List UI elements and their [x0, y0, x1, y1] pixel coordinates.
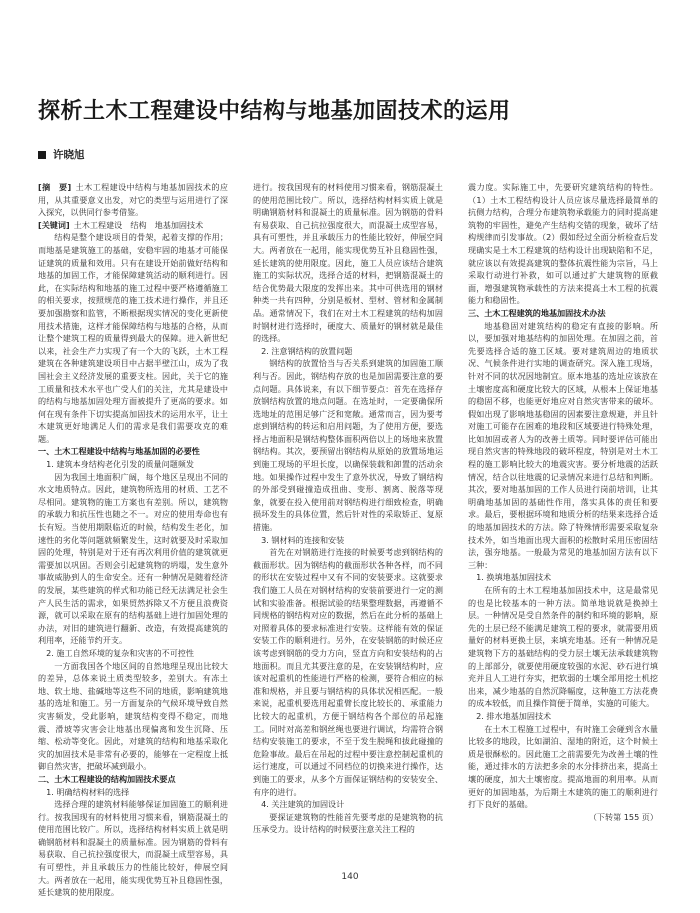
keywords-text: 土木工程建设 结构 地基加固技术: [73, 219, 204, 230]
section-heading: 二、土木工程建设的结构加固技术要点: [38, 773, 176, 784]
continued-note: （下转第 155 页）: [588, 811, 658, 822]
subsection-heading: 3. 钢材料的连接和安装: [261, 534, 345, 545]
body-paragraph: 在所有的土木工程地基加固技术中，这是最常见的也是比较基本的一种方法。简单地说就是换掉土层。一种情况是受自然条件的制约和环境的影响，原先的土层已经不能满足建筑工程的要求，就需要用质量好的材料更换土层，来填充地基。还有一种情况是建筑物下方的基础结构的受力层土壤无法承载建筑物的上部部分，就要使用硬度较强的水泥、砂石进行填充并且人工进行夯实，把软弱的土壤全部用挖土机挖出来，减少地基的自然沉降幅度，这种施工方法花费的成本较低，而且操作简便于简单，实施的可能大。: [468, 585, 658, 709]
column-middle: [253, 181, 443, 873]
body-paragraph: 因为我国土地面积广阔，每个地区呈现出不同的水文地质特点。因此，建筑物所选用的材质、工艺不尽相同。建筑物的施工方案也有差别。所以，建筑物的承载力和抗压性也随之不一。对应的使用寿命也有长有短。当使用期限临近的时候，结构发生老化，加速性的劣化等问题就频繁发生，这时就要及时采取加固的处理，特别是对于还有再次利用价值的建筑就更需要加以巩固。否则会引起建筑物的坍塌，发生意外事故威胁到人的生命安全。还有一种情况是随着经济的发展，某些建筑的样式和功能已经无法满足社会生产人民生活的需求，如果贸然拆除又不方便且浪费资源，就可以采取在原有的结构基础上进行加固处理的办法，对旧的建筑进行翻新、改造，有效提高建筑的利用率，还能节约开支。: [38, 471, 228, 646]
body-paragraph: 进行。按我国现有的材料使用习惯来看，钢筋混凝土的使用范围比较广。所以，选择结构材料实质上就是明确钢筋材料和混凝土的质量标准。因为钢筋的骨料有易获取、自己抗拉强度很大，而混凝土成型容易，具有可塑性，并且承载压力的性能比较好，伸展空间大。两者放在一起用，能实现优势互补且稳固性强，延长建筑的使用限度。因此，施工人员应该结合建筑施工的实际状况，选择合适的材料，把钢筋混凝土的结合优势最大限度的发挥出来。其中可供选用的钢材种类一共有四种，分别是板材、型材、管材和金属制品。通常情况下，我们在对土木工程建筑的结构加固时钢材进行选择时，硬度大、质量好的钢材就是最佳的选择。: [253, 182, 443, 344]
body-paragraph: 选择合理的建筑材料能够保证加固施工的顺利进行。按我国现有的材料使用习惯来看，钢筋混凝土的使用范围比较广。所以，选择结构材料实质上就是明确钢筋材料和混凝土的质量标准。因为钢筋的骨料有易获取、自己抗拉强度很大，而混凝土成型容易，具有可塑性，并且承载压力的性能比较好，伸展空间大。两者放在一起用，能实现优势互补且稳固性强，延长建筑的使用限度。: [38, 799, 228, 898]
section-heading: 三、土木工程建筑的地基加固技术办法: [468, 307, 606, 318]
keywords: [38, 219, 228, 232]
square-bullet-icon: [38, 151, 46, 159]
author-line: [38, 147, 85, 162]
keywords-label: [关键词]: [38, 219, 70, 230]
column-right: [468, 181, 658, 873]
subsection-heading: 2. 施工自然环境的复杂和灾害的不可控性: [46, 647, 194, 658]
col3-body: [468, 181, 658, 811]
body-paragraph: 地基稳固对建筑结构的稳定有直接的影响。所以，要加强对地基结构的加固处理。在加固之前，首先要选择合适的施工区域。要对建筑周边的地质状况、气候条件进行实地的调查研究。深入施工现场，针对不同的状况因地制宜。原本地基的选址应该放在土壤密度高和硬度比较大的区域，从根本上保证地基的稳固不移，也能更好地应对自然灾害带来的破坏。假如出现了影响地基稳固的因素要注意规避，并且针对施工可能存在困难的地段和区域要进行特殊处理，比如加固或者人为的改善土质等。同时要评估可能出现自然灾害的特殊地段的破坏程度，特别是对土木工程的施工影响比较大的地震灾害。要分析地震的活跃情况，结合以往地震的记录情况来进行总结和判断。其次，要对地基加固的工作人员进行岗前培训，让其明确地基加固的基础性作用，落实具体的责任和要求。最后，要根据环境和地质分析的结果来选择合适的地基加固技术的方法。除了特殊情形需要采取复杂技术外，如当地面出现大面积的松散时采用压密固结法，强夯地基。一般最为常见的地基加固方法有以下三种：: [468, 320, 658, 570]
subsection-heading: 2. 排水地基加固技术: [476, 710, 552, 721]
body-paragraph: 钢结构的放置恰当与否关系到建筑的加固施工顺利与否。因此，钢结构存放的也是加固需要注意的要点问题。具体说来，有以下细节要点：首先在选择存放钢结构放置的地点问题。在选址时，一定要确保所选地址的范围足够广泛和宽敞。通常而言，因为要考虑到钢结构的转运和启用问题，为了使用方便，要选择占地面积是钢结构整体面积两倍以上的场地来放置钢结构。其次，要预留出钢结构从原始的放置场地运到施工现场的平坦长度，以确保装载和卸置的活动余地。如果操作过程中发生了意外状况，导致了钢结构的外部受到碰撞造成扭曲、变形、割离、脱落等现象，就要在投入使用前对钢结构进行细致检查，明确损坏发生的具体位置，然后针对性的采取矫正、复原措施。: [253, 358, 443, 533]
author-name: 许晓旭: [53, 149, 85, 161]
body-paragraph: 要探证建筑物的性能首先要考虑的是建筑物的抗压承受力。设计结构的时候要注意关注工程的: [253, 811, 443, 835]
subsection-heading: 1. 换填地基加固技术: [476, 572, 552, 583]
subsection-heading: 2. 注意钢结构的放置问题: [261, 345, 353, 356]
subsection-heading: 4. 关注建筑的加固设计: [261, 799, 345, 810]
column-left: [38, 181, 228, 898]
body-paragraph: 首先在对钢筋进行连接的时候要考虑到钢结构的截面形状。因为钢结构的截面形状各种各样，而不同的形状在安装过程中又有不同的安装要求。这就要求我们施工人员在对钢材结构的安装前要进行一定的测试和实验准备。根据试验的结果整理数据，再遵循不同规格的钢结构对应的数据，然后在此分析的基础上对照着具体的要求标准进行安装。这样能有效的保证安装工作的顺利进行。另外，在安装钢筋的时候还应该考虑到钢筋的受力方向，竖直方向和安装结构的占地面积。而且尤其要注意的是，在安装钢结构时，应该对起重机的性能进行严格的检测，要符合相应的标准和规格，并且要与钢结构的具体状况相匹配。一般来说，起重机要选用起重臂长度比较长的、承重能力比较大的起重机，方便于钢结构各个部位的吊起施工。同时对高差和钢丝绳也要进行调试，均需符合钢结构安装施工的要求，不至于发生脱绳和拔此碰撞的危险事故。最后在吊起的过程中要注意控制起重机的运行速度，可以通过不同档位的切换来进行操作，达到施工的要求，从多个方面保证钢结构的安装安全、有序的进行。: [253, 547, 443, 797]
body-paragraph: 一方面我国各个地区间的自然地理呈现出比较大的差异，总体来说土质类型较多，差别大。有冻土地、软土地、盐碱地等这些不同的地质，影响建筑地基的选址和施工。另一方面复杂的气候环境导致自然灾害频发，受此影响，建筑结构变得不稳定，而地震、滑坡等灾害会让地基出现偏离和发生沉降、压缩、松动等变化。因此，对建筑的结构和地基采取化灾的加固技术是非常有必要的，能够在一定程度上抵御自然灾害，把破坏减到最小。: [38, 660, 228, 772]
page-number: 140: [341, 872, 359, 882]
abstract-label: [摘 要]: [38, 182, 72, 192]
subsection-heading: 1. 明确结构材料的选择: [46, 786, 130, 797]
abstract-text: 土木工程建设中结构与地基加固技术的应用，从其重要意义出发，对它的类型与运用进行了深入探究，以供同行参考借鉴。: [38, 182, 228, 218]
body-paragraph: 结构是整个建设项目的骨架，起着支撑的作用；而地基是建筑施工的基础，安稳牢固的地基才可能保证建筑的质量和效用。只有在建设开始前做好结构和地基的加固工作，才能保障建筑活动的顺利进行。因此，在实际结构和地基的施工过程中要严格遵循施工的相关要求，按照规范的施工技术进行操作，并且还要加强勘察和监管，不断根据现实情况的变化更新使用技术措施，这样才能保障结构与地基的合格，从而让整个建筑工程的质量得到最大的保障。进入新世纪以来，社会生产力实现了有一个大的飞跃，土木工程建筑在各种建筑建设项目中占据半壁江山，成为了我国社会主义经济发展的重要支柱。因此，关于它的施工质量和技术水平也广受人们的关注，尤其是建设中的结构与地基加固处理方面被提升了更高的要求。如何在现有条件下切实提高加固技术的运用水平，让土木建筑更好地满足人们的需求是我们需要攻克的难题。: [38, 232, 228, 444]
article-title: 探析土木工程建设中结构与地基加固技术的运用: [38, 99, 511, 124]
body-paragraph: 震力度。实际施工中，先要研究建筑结构的特性。（1）土木工程结构设计人员应该尽量选择最简单的抗侧力结构，合理分布建筑物承载能力的同时提高建筑物的牢固性，避免产生结构交错的现象，破坏了结构规律而引发事故。（2）假如经过全面分析检查后发现确实是土木工程建筑的结构设计出现缺陷和不足，就应该以有效提高建筑的整体抗震性能为宗旨，马上采取行动进行补救，如可以通过扩大建筑物的原截面，增强建筑物承载性的方法来提高土木工程的抗震能力和稳固性。: [468, 182, 658, 306]
subsection-heading: 1. 建筑本身结构老化引发的质量问题频发: [46, 459, 194, 470]
col1-body: [38, 231, 228, 898]
body-paragraph: 在土木工程施工过程中，有时施工会碰到含水量比较多的地段，比如湖泊、湿地的附近，这个时候土质是很酥松的。因此施工之前需要先为改善土壤的性能，通过排水的方法把多余的水分排挤出来，提高土壤的硬度，加大土壤密度。提高地面的利用率。从而更好的加固地基，为后期土木建筑的施工的顺利进行打下良好的基础。: [468, 723, 658, 810]
col2-body: [253, 181, 443, 836]
abstract: [38, 181, 228, 219]
section-heading: 一、土木工程建设中结构与地基加固的必要性: [38, 446, 200, 457]
